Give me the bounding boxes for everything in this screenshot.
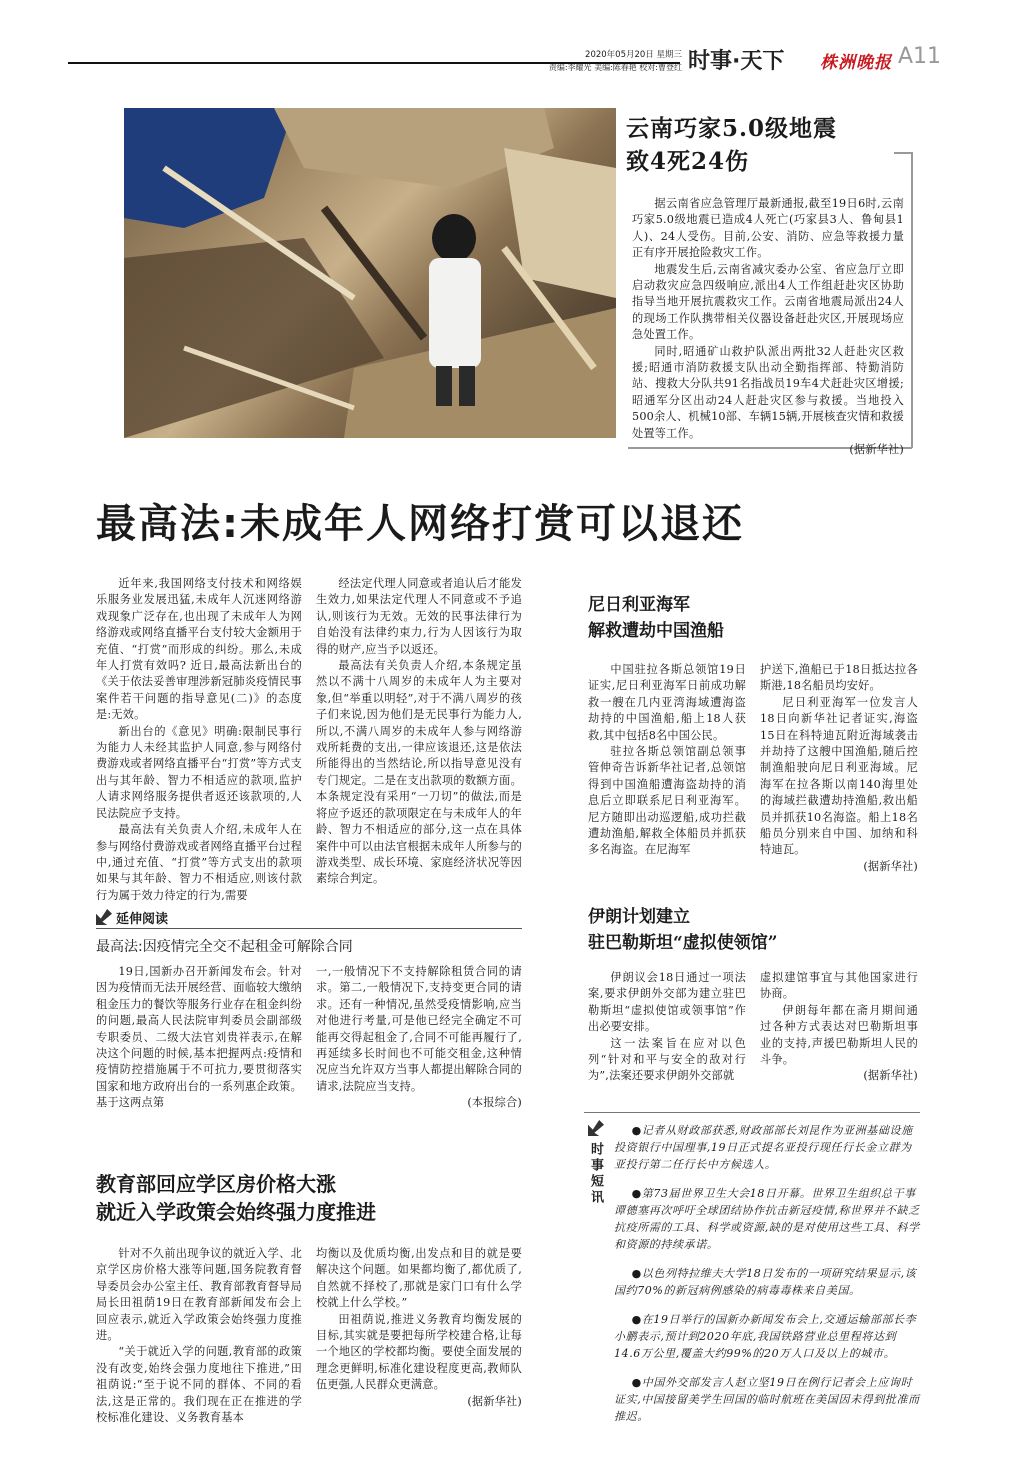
- extended-subhead: 最高法:因疫情完全交不起租金可解除合同: [96, 939, 353, 955]
- main-paragraph: 近年来,我国网络支付技术和网络娱乐服务业发展迅猛,未成年人沉迷网络游戏现象广泛存在,也出现了未成年人为网络游戏或网络直播平台支付较大金额用于充值、“打赏”而形成的纠纷。那么,未成年人打赏有效吗? 近日,最高法新出台的《关于依法妥善审理涉新冠肺炎疫情民事案件若干问题的指导意见(二)》的态度是:无效。: [96, 577, 302, 722]
- extended-tag: [96, 908, 168, 926]
- iran-headline-line1: 伊朗计划建立: [588, 907, 690, 927]
- education-col2: [316, 1246, 522, 1410]
- quake-body: [632, 196, 904, 459]
- briefs-label: 时事短讯: [588, 1142, 603, 1206]
- nigeria-headline-line2: 解救遭劫中国渔船: [588, 621, 724, 641]
- iran-paragraph: 伊朗每年都在斋月期间通过各种方式表达对巴勒斯坦事业的支持,声援巴勒斯坦人民的斗争。: [760, 1003, 918, 1067]
- nigeria-paragraph: 驻拉各斯总领馆副总领事管伸奇告诉新华社记者,总领馆得到中国渔船遭海盗劫持的消息后立即联系尼日利亚海军。尼方随即出动巡逻船,成功拦截遭劫渔船,解救全体船员并抓获多名海盗。在尼海军: [588, 745, 746, 857]
- arrow-icon: [588, 1120, 604, 1136]
- quake-source: (据新华社): [849, 443, 904, 457]
- education-source: (据新华社): [467, 1394, 522, 1408]
- education-paragraph: 均衡以及优质均衡,出发点和目的就是要解决这个问题。如果都均衡了,都优质了,自然就不择校了,那就是家门口有什么学校就上什么学校。”: [316, 1247, 522, 1310]
- quake-headline-line2: 致4死24伤: [626, 148, 750, 175]
- quake-headline-line1: 云南巧家5.0级地震: [626, 115, 838, 142]
- brief-item: ●中国外交部发言人赵立坚19日在例行记者会上应询时证实,中国接留美学生回国的临时航班在美国因未得到批准而推迟。: [614, 1376, 920, 1423]
- education-headline-line1: 教育部回应学区房价格大涨: [96, 1172, 336, 1196]
- quake-frame-top: [894, 152, 912, 154]
- section-title: 时事·天下: [688, 49, 785, 74]
- iran-col2: [760, 970, 918, 1085]
- extended-col1: [96, 964, 302, 1112]
- brief-item: ●在19日举行的国新办新闻发布会上,交通运输部部长李小鹏表示,预计到2020年底,我国铁路营业总里程将达到14.6万公里,覆盖大约99%的20万人口及以上的城市。: [614, 1313, 917, 1360]
- iran-paragraph: 虚拟建馆事宜与其他国家进行协商。: [760, 971, 918, 1001]
- education-col1: [96, 1246, 302, 1426]
- main-paragraph: 经法定代理人同意或者追认后才能发生效力,如果法定代理人不同意或不予追认,则该行为无效。无效的民事法律行为自始没有法律约束力,行为人因该行为取得的财产,应当予以返还。: [316, 577, 522, 656]
- education-paragraph: 田祖荫说,推进义务教育均衡发展的目标,其实就是要把每所学校建合格,让每一个地区的学校都均衡。要使全面发展的理念更鲜明,标准化建设程度更高,教师队伍更强,人民群众更满意。: [316, 1312, 522, 1392]
- masthead-editors: 责编:李耀光 美编:陈春艳 校对:曹登红: [548, 63, 682, 72]
- nigeria-col2: [760, 662, 918, 875]
- iran-headline-line2: 驻巴勒斯坦“虚拟使领馆”: [588, 933, 778, 953]
- extended-col2: [316, 964, 522, 1112]
- quake-headline: [626, 112, 906, 178]
- extended-paragraph: 一,一般情况下不支持解除租赁合同的请求。第二,一般情况下,支持变更合同的请求。还有一种情况,虽然受疫情影响,应当对他进行考量,可是他已经完全确定不可能再交得起租金了,合同不可能再履行了,再延续多长时间也不可能交租金,这种情况应当允许双方当事人都提出解除合同的请求,法院应当支持。: [316, 965, 522, 1093]
- iran-headline: [588, 904, 778, 956]
- iran-col1: [588, 970, 746, 1085]
- main-paragraph: 最高法有关负责人介绍,未成年人在参与网络付费游戏或者网络直播平台过程中,通过充值、“打赏”等方式支出的款项如果与其年龄、智力不相适应,则该付款行为属于效力待定的行为,需要: [96, 823, 302, 902]
- main-paragraph: 最高法有关负责人介绍,本条规定虽然以不满十八周岁的未成年人为主要对象,但“举重以明轻”,对于不满八周岁的孩子们来说,因为他们是无民事行为能力人,所以,不满八周岁的未成年人参与网络游戏所耗费的支出,一律应该退还,这是依法所能得出的当然结论,所以指导意见没有专门规定。二是在支出款项的数额方面。本条规定没有采用“一刀切”的做法,而是将应予返还的款项限定在与未成年人的年龄、智力不相适应的部分,这一点在具体案件中可以由法官根据未成年人所参与的游戏类型、成长环境、家庭经济状况等因素综合判定。: [316, 659, 522, 886]
- extended-source: (本报综合): [467, 1096, 522, 1110]
- earthquake-photo: [124, 108, 616, 438]
- main-col1: [96, 576, 302, 904]
- briefs-top-rule: [584, 1112, 920, 1113]
- iran-paragraph: 伊朗议会18日通过一项法案,要求伊朗外交部为建立驻巴勒斯坦“虚拟使馆或领事馆”作出必要安排。: [588, 971, 746, 1034]
- quake-paragraph: 同时,昭通矿山救护队派出两批32人赶赴灾区救援;昭通市消防救援支队出动全勤指挥部、特勤消防站、搜救大分队共91名指战员19车4犬赶赴灾区增援;昭通军分区出动24人赶赴灾区参与救援。当地投入500余人、机械10部、车辆15辆,开展核查灾情和救援处置等工作。: [632, 344, 904, 440]
- quake-paragraph: 地震发生后,云南省减灾委办公室、省应急厅立即启动救灾应急四级响应,派出4人工作组赶赴灾区协助指导当地开展抗震救灾工作。云南省地震局派出24人的现场工作队携带相关仪器设备赶赴灾区,开展现场应急处置工作。: [632, 262, 904, 342]
- nigeria-source: (据新华社): [863, 859, 918, 873]
- nigeria-headline: [588, 592, 724, 644]
- iran-source: (据新华社): [863, 1069, 918, 1083]
- extended-paragraph: 19日,国新办召开新闻发布会。针对因为疫情而无法开展经营、面临较大缴纳租金压力的餐饮等服务行业存在租金纠纷的问题,最高人民法院审判委员会副部级专职委员、二级大法官刘贵祥表示,在解决这个问题的时候,基本把握两点:疫情和疫情防控措施属于不可抗力,要贯彻落实国家和地方政府出台的一系列惠企政策。基于这两点第: [96, 965, 302, 1110]
- main-paragraph: 新出台的《意见》明确:限制民事行为能力人未经其监护人同意,参与网络付费游戏或者网络直播平台“打赏”等方式支出与其年龄、智力不相适应的款项,监护人请求网络服务提供者返还该款项的,人民法院应予支持。: [96, 724, 302, 820]
- nigeria-paragraph: 中国驻拉各斯总领馆19日证实,尼日利亚海军日前成功解救一艘在几内亚湾海域遭海盗劫持的中国渔船,船上18人获救,其中包括8名中国公民。: [588, 663, 746, 742]
- brief-item: ●以色列特拉维夫大学18日发布的一项研究结果显示,该国约70%的新冠病例感染的病毒毒株来自美国。: [614, 1267, 917, 1297]
- iran-paragraph: 这一法案旨在应对以色列“针对和平与安全的敌对行为”,法案还要求伊朗外交部就: [588, 1036, 746, 1083]
- education-paragraph: 针对不久前出现争议的就近入学、北京学区房价格大涨等问题,国务院教育督导委员会办公室主任、教育部教育督导局局长田祖荫19日在教育部新闻发布会上回应表示,就近入学政策会始终强力度推进。: [96, 1247, 302, 1343]
- nigeria-headline-line1: 尼日利亚海军: [588, 595, 690, 615]
- briefs-list: [614, 1122, 920, 1437]
- extended-tag-label: 延伸阅读: [116, 911, 169, 927]
- page-number: A11: [898, 44, 942, 69]
- quake-paragraph: 据云南省应急管理厅最新通报,截至19日6时,云南巧家5.0级地震已造成4人死亡(巧家县3人、鲁甸县1人)、24人受伤。目前,公安、消防、应急等救援力量正有序开展抢险救灾工作。: [632, 197, 904, 260]
- quake-frame-right: [911, 152, 913, 448]
- brief-item: ●第73届世界卫生大会18日开幕。世界卫生组织总干事谭德塞再次呼吁全球团结协作抗击新冠疫情,称世界并不缺乏抗疫所需的工具、科学或资源,缺的是对使用这些工具、科学和资源的持续承诺。: [614, 1187, 920, 1251]
- education-headline-line2: 就近入学政策会始终强力度推进: [96, 1200, 376, 1224]
- nigeria-paragraph: 护送下,渔船已于18日抵达拉各斯港,18名船员均安好。: [760, 663, 918, 693]
- masthead-date: 2020年05月20日 星期三: [585, 50, 682, 60]
- main-col2: [316, 576, 522, 888]
- education-headline: [96, 1170, 376, 1226]
- extended-rule: [96, 928, 522, 929]
- briefs-label-box: [586, 1120, 606, 1206]
- education-paragraph: “关于就近入学的问题,教育部的政策没有改变,始终会强力度地往下推进,”田祖荫说:“至于说不同的群体、不同的看法,这是正常的。我们现在正在推进的学校标准化建设、义务教育基本: [96, 1345, 302, 1425]
- nigeria-paragraph: 尼日利亚海军一位发言人18日向新华社记者证实,海盗15日在科特迪瓦附近海域袭击并劫持了这艘中国渔船,随后控制渔船驶向尼日利亚海域。尼海军在拉各斯以南140海里处的海域拦截遭劫持渔船,救出船员并抓获10名海盗。船上18名船员分别来自中国、加纳和科特迪瓦。: [760, 695, 918, 857]
- brief-item: ●记者从财政部获悉,财政部部长刘昆作为亚洲基础设施投资银行中国理事,19日正式提名亚投行现任行长金立群为亚投行第二任行长中方候选人。: [614, 1124, 913, 1171]
- main-headline: 最高法:未成年人网络打赏可以退还: [96, 501, 744, 547]
- nigeria-col1: [588, 662, 746, 859]
- arrow-icon: [96, 909, 112, 925]
- brand-logo: 株洲晚报: [820, 53, 892, 73]
